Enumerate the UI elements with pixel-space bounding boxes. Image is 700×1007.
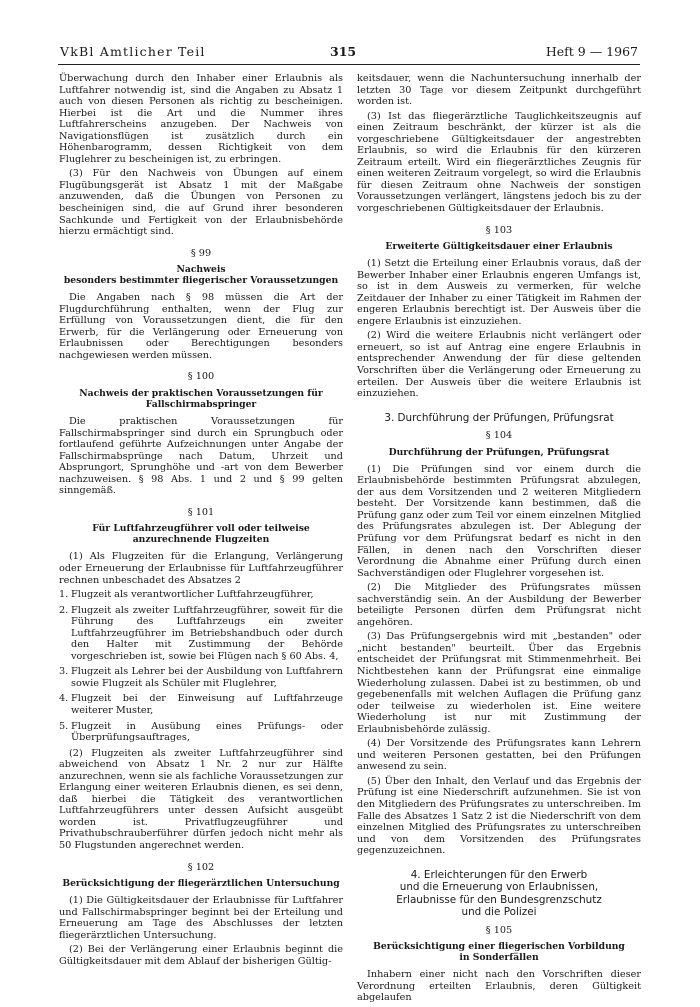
paragraph: (3) Ist das fliegerärztliche Tauglichkeitszeugnis auf einen Zeitraum beschränkt, der kürzer ist als die vorgeschriebene Gültigkeitsdauer der angestrebten Erlaubnis, so wird die Erlaubnis für den kürzeren Zeitraum erteilt. Wird ein fliegerärztliches Zeugnis für einen weiteren Zeitraum vorgelegt, so wird die Erlaubnis für diesen Zeitraum ohne Nachweis der sonstigen Voraussetzungen verlängert, längstens jedoch bis zu der vorgeschriebenen Gültigkeitsdauer der Erlaubnis. xyxy=(357,110,641,215)
paragraph: (2) Flugzeiten als zweiter Luftfahrzeugführer sind abweichend von Absatz 1 Nr. 2 nur zur Hälfte anzurechnen, wenn sie als fachliche Voraussetzungen zur Erlangung einer weiteren Erlaubnis dienen, es sei denn, daß hierbei die Tätigkeit des verantwortlichen Luftfahrzeugführers unter dessen Aufsicht ausgeübt worden ist. Privatflugzeugführer und Privathubschrauberführer dürfen jedoch nicht mehr als 50 Flugstunden angerechnet werden. xyxy=(59,747,343,851)
section-number: § 99 xyxy=(190,247,212,259)
section-title-line: anzurechnende Flugzeiten xyxy=(132,534,270,546)
list-item xyxy=(59,589,343,601)
section-title xyxy=(59,523,343,545)
chapter-heading-line: Erlaubnisse für den Bundesgrenzschutz xyxy=(396,893,602,906)
paragraph: Die Angaben nach § 98 müssen die Art der Flugdurchführung enthalten, wenn der Flug zur Erfüllung von Voraussetzungen dient, die für den Erwerb, für die Verlängerung oder Erneuerung von Erlaubnissen oder Berechtigungen besonders nachgewiesen werden müssen. xyxy=(59,292,343,361)
section-number: § 102 xyxy=(187,861,215,873)
paragraph: Inhabern einer nicht nach den Vorschriften dieser Verordnung erteilten Erlaubnis, deren Gültigkeit abgelaufen xyxy=(357,969,641,1004)
section-number: § 105 xyxy=(485,924,513,936)
paragraph: (2) Bei der Verlängerung einer Erlaubnis beginnt die Gültigkeitsdauer mit dem Ablauf der bisherigen Gültig- xyxy=(59,944,343,967)
section-title-line: Berücksichtigung einer fliegerischen Vorbildung xyxy=(373,941,625,953)
paragraph: (4) Der Vorsitzende des Prüfungsrates kann Lehrern und weiteren Personen gestatten, bei den Prüfungen anwesend zu sein. xyxy=(357,738,641,773)
chapter-heading-line: und die Polizei xyxy=(461,906,537,919)
list-number: 2. xyxy=(59,604,69,616)
section-number: § 104 xyxy=(485,430,513,442)
chapter-heading: 3. Durchführung der Prüfungen, Prüfungsrat xyxy=(384,411,614,424)
issue-label: Heft 9 — 1967 xyxy=(545,44,638,59)
paragraph: (2) Die Mitglieder des Prüfungsrates müssen sachverständig sein. An der Ausbildung der Bewerber beteiligte Personen dürfen dem Prüfungsrat nicht angehören. xyxy=(357,582,641,628)
list-item xyxy=(59,666,343,689)
list-number: 1. xyxy=(59,589,69,601)
paragraph: (3) Das Prüfungsergebnis wird mit „bestanden" oder „nicht bestanden" beurteilt. Über das Ergebnis entscheidet der Prüfungsrat mit Stimmenmehrheit. Bei Nichtbestehen kann der Prüfungsrat eine einmalige Wiederholung zulassen. Dabei ist zu bestimmen, ob und gegebenenfalls mit welchen Auflagen die Prüfung ganz oder teilweise zu wiederholen ist. Eine weitere Wiederholung ist nur mit Zustimmung der Erlaubnisbehörde zulässig. xyxy=(357,631,641,735)
list-number: 4. xyxy=(59,693,69,705)
section-number: § 101 xyxy=(187,506,215,518)
list-text: Flugzeit in Ausübung eines Prüfungs- oder Überprüfungsauftrages, xyxy=(71,720,343,744)
list-number: 3. xyxy=(59,666,69,678)
section-title-line: besonders bestimmter fliegerischer Voraussetzungen xyxy=(63,275,339,287)
chapter-heading xyxy=(357,869,641,919)
list-text: Flugzeit als zweiter Luftfahrzeugführer, soweit für die Führung des Luftfahrzeugs ein zweiter Luftfahrzeugführer im Betriebshandbuch oder durch den Halter mit Zustimmung der Behörde vorgeschrieben ist, sowie bei Flügen nach § 60 Abs. 4, xyxy=(71,604,343,662)
journal-title: VkBl Amtlicher Teil xyxy=(60,44,206,59)
paragraph: (1) Die Prüfungen sind vor einem durch die Erlaubnisbehörde bestimmten Prüfungsrat abzulegen, der aus dem Vorsitzenden und 2 weiteren Mitgliedern besteht. Der Vorsitzende kann bestimmen, daß die Prüfung ganz oder zum Teil vor einem einzelnen Mitglied des Prüfungsrates abzulegen ist. Der Ablegung der Prüfung vor dem Prüfungsrat bedarf es nicht in den Fällen, in denen nach den Vorschriften dieser Verordnung die Abnahme einer Prüfung durch einen Sachverständigen oder Fluglehrer vorgesehen ist. xyxy=(357,463,641,579)
chapter-heading-line: und die Erneuerung von Erlaubnissen, xyxy=(399,881,599,894)
page-header xyxy=(60,44,638,64)
paragraph: keitsdauer, wenn die Nachuntersuchung innerhalb der letzten 30 Tage vor diesem Zeitpunkt durchgeführt worden ist. xyxy=(357,73,641,108)
section-number: § 103 xyxy=(485,224,513,236)
section-title-line: Nachweis xyxy=(176,264,226,276)
section-title xyxy=(59,264,343,286)
section-title-line: Für Luftfahrzeugführer voll oder teilweise xyxy=(92,523,310,535)
list-text: Flugzeit bei der Einweisung auf Luftfahrzeuge weiterer Muster, xyxy=(71,693,343,716)
section-title: Erweiterte Gültigkeitsdauer einer Erlaubnis xyxy=(385,241,613,253)
chapter-heading-line: 4. Erleichterungen für den Erwerb xyxy=(410,868,588,881)
left-column xyxy=(59,73,343,970)
section-title: Berücksichtigung der fliegerärztlichen Untersuchung xyxy=(62,878,340,890)
section-title-line: Nachweis der praktischen Voraussetzungen für xyxy=(79,388,323,400)
header-rule xyxy=(58,64,640,65)
paragraph: (1) Als Flugzeiten für die Erlangung, Verlängerung oder Erneuerung der Erlaubnisse für Luftfahrzeugführer rechnen unbeschadet des Absatzes 2 xyxy=(59,551,343,586)
paragraph: (2) Wird die weitere Erlaubnis nicht verlängert oder erneuert, so ist auf Antrag eine engere Erlaubnis in entsprechender Anwendung der für diese geltenden Vorschriften über die Verlängerung oder Erneuerung zu erteilen. Der Ausweis über die weitere Erlaubnis ist einzuziehen. xyxy=(357,330,641,400)
paragraph: (3) Für den Nachweis von Übungen auf einem Flugübungsgerät ist Absatz 1 mit der Maßgabe anzuwenden, daß die Übungen von Personen zu bescheinigen sind, die auf Grund ihrer besonderen Sachkunde und Fertigkeit von der Erlaubnisbehörde hierzu ermächtigt sind. xyxy=(59,168,343,238)
paragraph: Die praktischen Voraussetzungen für Fallschirmabspringer sind durch ein Sprungbuch oder fortlaufend geführte Aufzeichnungen unter Angabe der Fallschirmabsprünge nach Datum, Uhrzeit und Absprungort, Sprunghöhe und -art von dem Bewerber nachzuweisen. § 98 Abs. 1 und 2 und § 99 gelten sinngemäß. xyxy=(59,416,343,497)
section-title xyxy=(59,388,343,410)
section-number: § 100 xyxy=(187,371,215,383)
list-item xyxy=(59,721,343,744)
page-number: 315 xyxy=(330,44,357,59)
paragraph: Überwachung durch den Inhaber einer Erlaubnis als Luftfahrer notwendig ist, sind die Angaben zu Absatz 1 auch von diesen Personen als richtig zu bescheinigen. Hierbei ist die Art und die Nummer ihres Luftfahrerscheins anzugeben. Der Nachweis von Navigationsflügen ist zusätzlich durch ein Höhenbarogramm, dessen Richtigkeit von dem Fluglehrer zu bescheinigen ist, zu erbringen. xyxy=(59,73,343,165)
paragraph: (1) Setzt die Erteilung einer Erlaubnis voraus, daß der Bewerber Inhaber einer Erlaubnis engeren Umfangs ist, so ist in dem Ausweis zu vermerken, für welche Zeitdauer der Inhaber zu einer Tätigkeit im Rahmen der engeren Erlaubnis berechtigt ist. Der Ausweis über die engere Erlaubnis ist einzuziehen. xyxy=(357,258,641,327)
list-text: Flugzeit als verantwortlicher Luftfahrzeugführer, xyxy=(71,589,314,601)
section-title: Durchführung der Prüfungen, Prüfungsrat xyxy=(388,446,610,458)
right-column xyxy=(357,73,641,1007)
section-title-line: Fallschirmabspringer xyxy=(145,399,257,411)
paragraph: (5) Über den Inhalt, den Verlauf und das Ergebnis der Prüfung ist eine Niederschrift aufzunehmen. Sie ist von den Mitgliedern des Prüfungsrates zu unterschreiben. Im Falle des Absatzes 1 Satz 2 ist die Niederschrift von dem einzelnen Mitglied des Prüfungsrates zu unterschreiben und von dem Vorsitzenden des Prüfungsrates gegenzuzeichnen. xyxy=(357,775,641,857)
paragraph: (1) Die Gültigkeitsdauer der Erlaubnisse für Luftfahrer und Fallschirmabspringer beginnt bei der Erteilung und Erneuerung am Tage des Abschlusses der letzten fliegerärztlichen Untersuchung. xyxy=(59,895,343,941)
section-title-line: in Sonderfällen xyxy=(459,952,539,964)
list-item xyxy=(59,605,343,663)
section-title xyxy=(357,941,641,963)
list-text: Flugzeit als Lehrer bei der Ausbildung von Luftfahrern sowie Flugzeit als Schüler mit Fluglehrer, xyxy=(71,666,343,689)
list-item xyxy=(59,693,343,716)
list-number: 5. xyxy=(59,720,69,732)
